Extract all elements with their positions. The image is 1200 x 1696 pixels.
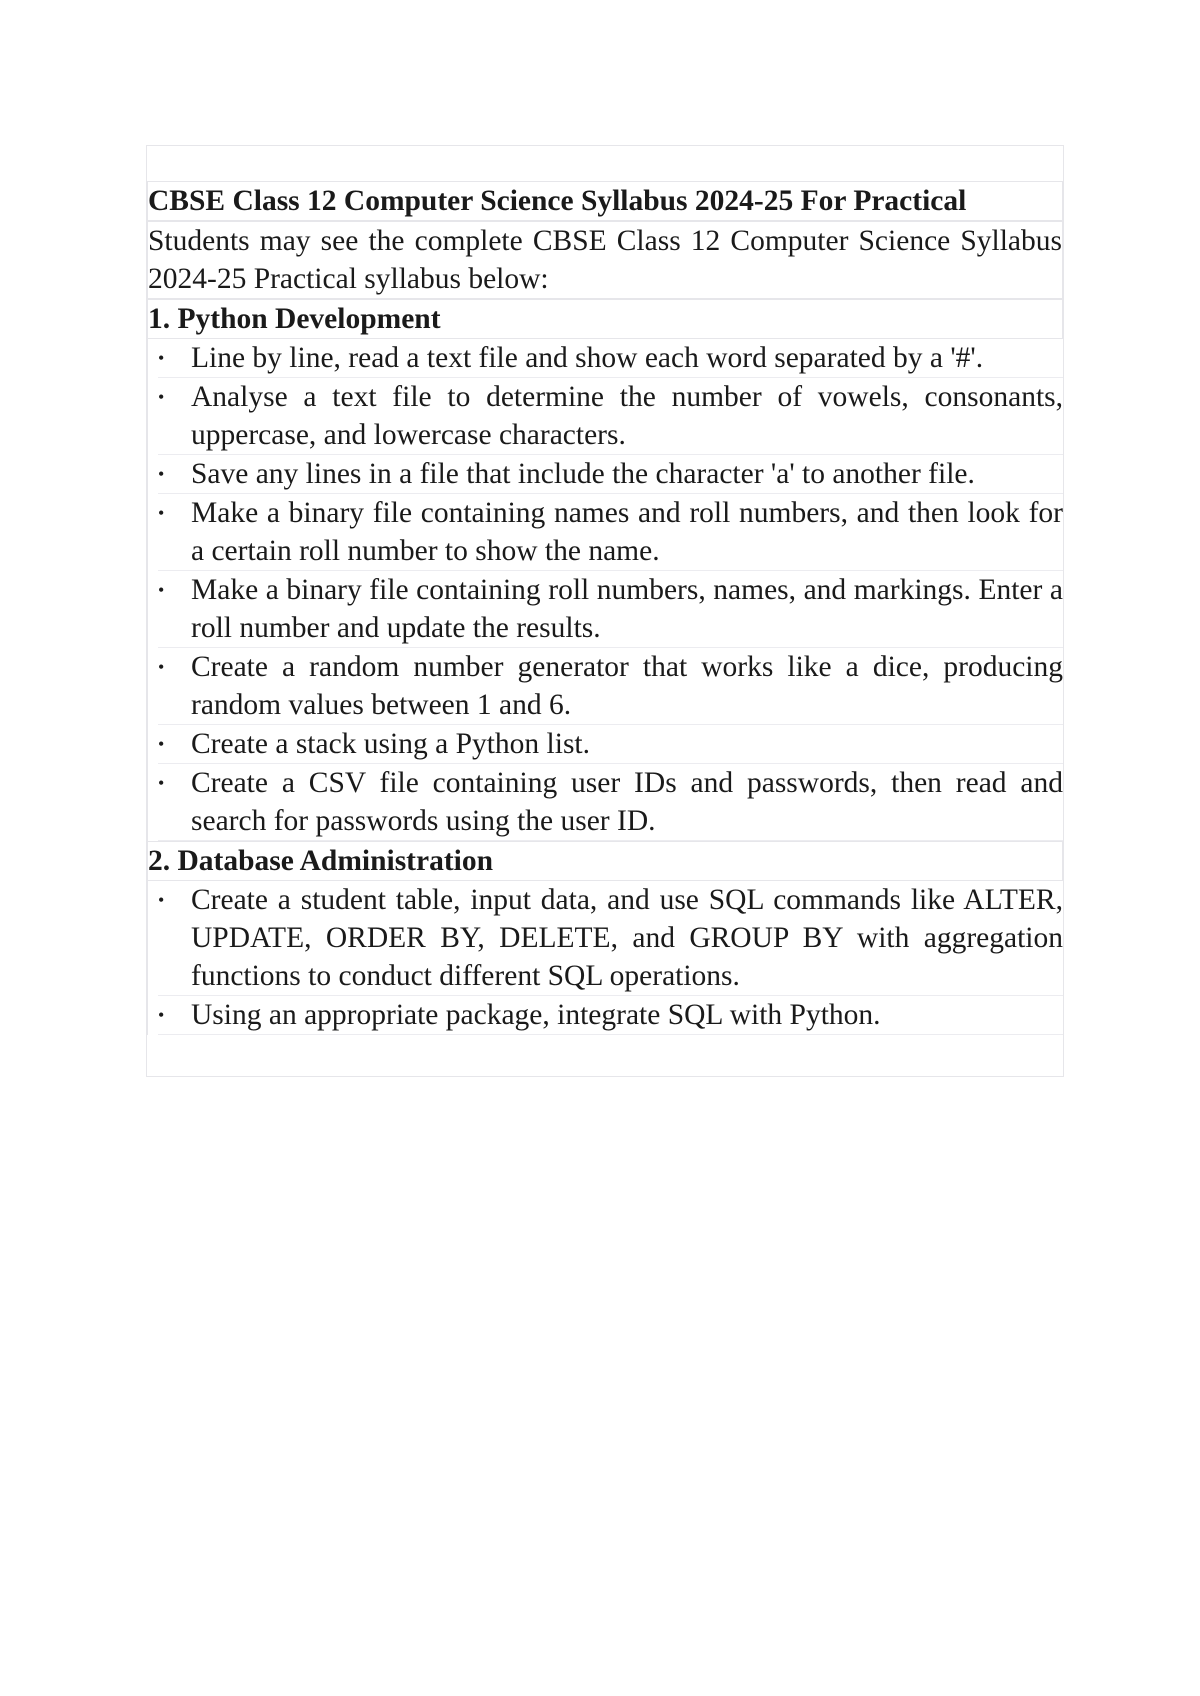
bullet-icon: • bbox=[158, 503, 165, 523]
list-item bbox=[158, 571, 1063, 648]
bullet-icon: • bbox=[158, 657, 165, 677]
bullet-icon: • bbox=[158, 348, 165, 368]
list-item-text: Make a binary file containing roll numbers, names, and markings. Enter a roll number and update the results. bbox=[191, 574, 1063, 644]
bullet-icon: • bbox=[158, 890, 165, 910]
list-item bbox=[158, 378, 1063, 455]
document-content bbox=[147, 181, 1063, 1035]
list-item-text: Create a student table, input data, and use SQL commands like ALTER, UPDATE, ORDER BY, DELETE, and GROUP BY with aggregation functions to conduct different SQL operations. bbox=[191, 884, 1063, 992]
list-item-text: Make a binary file containing names and roll numbers, and then look for a certain roll number to show the name. bbox=[191, 497, 1063, 567]
list-item bbox=[158, 725, 1063, 764]
list-item-text: Create a random number generator that works like a dice, producing random values between 1 and 6. bbox=[191, 651, 1063, 721]
bullet-icon: • bbox=[158, 773, 165, 793]
list-item-text: Using an appropriate package, integrate SQL with Python. bbox=[191, 999, 881, 1031]
list-item-text: Save any lines in a file that include the character 'a' to another file. bbox=[191, 458, 975, 490]
list-item bbox=[158, 881, 1063, 996]
list-item-text: Create a stack using a Python list. bbox=[191, 728, 590, 760]
section-heading: 2. Database Administration bbox=[147, 841, 1063, 881]
list-item bbox=[158, 455, 1063, 494]
bullet-icon: • bbox=[158, 580, 165, 600]
document-title: CBSE Class 12 Computer Science Syllabus 2024-25 For Practical bbox=[148, 185, 967, 217]
bullet-icon: • bbox=[158, 387, 165, 407]
intro-paragraph: Students may see the complete CBSE Class 12 Computer Science Syllabus 2024-25 Practical syllabus below: bbox=[147, 221, 1063, 299]
list-item bbox=[158, 764, 1063, 841]
bullet-icon: • bbox=[158, 1005, 165, 1025]
list-item bbox=[158, 996, 1063, 1035]
list-item bbox=[158, 494, 1063, 571]
bullet-list bbox=[147, 881, 1063, 1035]
list-item bbox=[158, 648, 1063, 725]
section-heading: 1. Python Development bbox=[147, 299, 1063, 339]
list-item-text: Line by line, read a text file and show each word separated by a '#'. bbox=[191, 342, 984, 374]
bullet-list bbox=[147, 339, 1063, 841]
list-item-text: Analyse a text file to determine the number of vowels, consonants, uppercase, and lowercase characters. bbox=[191, 381, 1063, 451]
list-item bbox=[158, 339, 1063, 378]
bullet-icon: • bbox=[158, 464, 165, 484]
bullet-icon: • bbox=[158, 734, 165, 754]
list-item-text: Create a CSV file containing user IDs and passwords, then read and search for passwords using the user ID. bbox=[191, 767, 1063, 837]
